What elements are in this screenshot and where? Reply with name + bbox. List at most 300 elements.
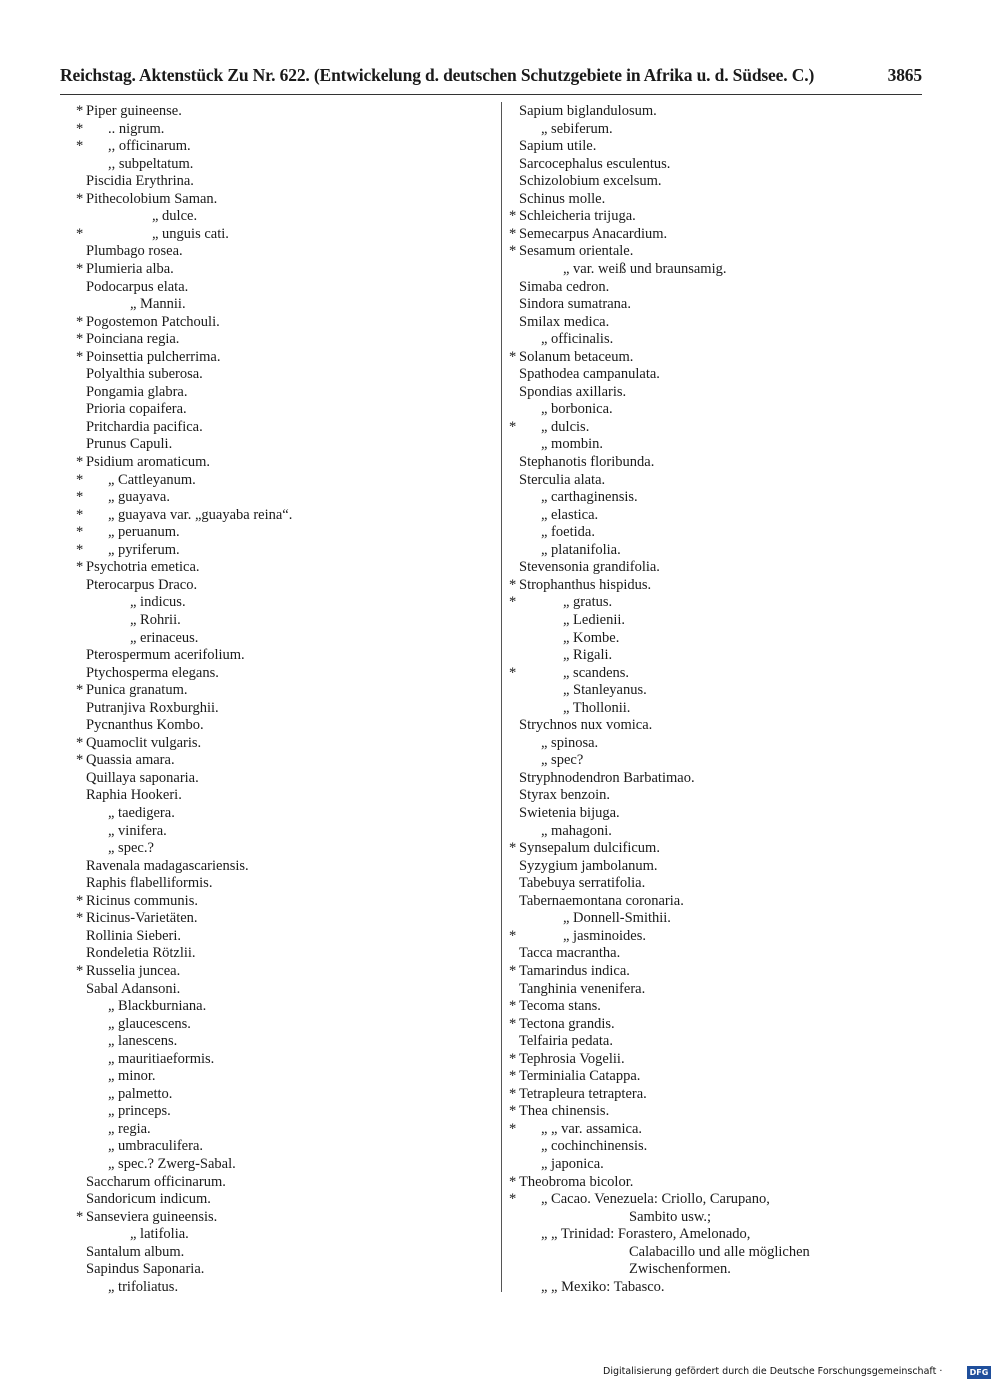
list-item [509, 927, 929, 945]
list-item [76, 348, 496, 366]
list-item [509, 664, 929, 682]
list-item [509, 400, 929, 418]
asterisk-marker: * [76, 734, 84, 751]
species-name: Quamoclit vulgaris. [86, 734, 202, 751]
list-item [509, 1225, 929, 1243]
list-item [76, 1050, 496, 1068]
species-name: ,, officinarum. [108, 138, 191, 155]
list-item [76, 295, 496, 313]
species-name: Stryphnodendron Barbatimao. [519, 769, 695, 786]
species-name: Telfairia pedata. [519, 1033, 613, 1050]
species-name: „ indicus. [130, 594, 186, 611]
list-item [76, 1102, 496, 1120]
list-item [509, 681, 929, 699]
species-name: „ trifoliatus. [108, 1278, 179, 1295]
list-item [76, 365, 496, 383]
list-item [76, 1173, 496, 1191]
species-name: „ lanescens. [108, 1033, 178, 1050]
list-item [76, 155, 496, 173]
species-name: „ unguis cati. [152, 225, 229, 242]
species-name: Plumieria alba. [86, 260, 174, 277]
list-item [76, 330, 496, 348]
species-name: Ricinus-Varietäten. [86, 910, 198, 927]
species-name: Pterocarpus Draco. [86, 576, 198, 593]
species-name: „ Mannii. [130, 296, 186, 313]
species-name: Synsepalum dulcificum. [519, 840, 660, 857]
list-item [76, 786, 496, 804]
list-item [509, 576, 929, 594]
species-name: Stevensonia grandifolia. [519, 559, 660, 576]
header-title: Reichstag. Aktenstück Zu Nr. 622. (Entwickelung d. deutschen Schutzgebiete in Afrika u. d. Südsee. C.) [60, 65, 815, 85]
list-item [76, 1067, 496, 1085]
list-item [509, 207, 929, 225]
list-item [76, 699, 496, 717]
list-item [76, 822, 496, 840]
species-name: Sabal Adansoni. [86, 980, 181, 997]
species-name: „ carthaginensis. [541, 489, 638, 506]
species-name: „ Rigali. [563, 647, 613, 664]
species-name: Raphis flabelliformis. [86, 875, 213, 892]
list-item [509, 909, 929, 927]
asterisk-marker: * [509, 243, 517, 260]
list-item [509, 1173, 929, 1191]
footer-text: Digitalisierung gefördert durch die Deutsche Forschungsgemeinschaft · [603, 1366, 943, 1377]
list-item [509, 593, 929, 611]
species-name: Sanseviera guineensis. [86, 1208, 218, 1225]
species-name: Strychnos nux vomica. [519, 717, 653, 734]
list-item [509, 857, 929, 875]
list-item [76, 593, 496, 611]
species-name: Ricinus communis. [86, 892, 198, 909]
species-name: „ gratus. [563, 594, 613, 611]
list-item [76, 260, 496, 278]
list-item [509, 137, 929, 155]
list-item [509, 944, 929, 962]
list-item [76, 751, 496, 769]
species-name: Pterospermum acerifolium. [86, 647, 245, 664]
species-name: „ guayava. [108, 489, 170, 506]
list-item [509, 874, 929, 892]
species-name: „ spec? [541, 752, 584, 769]
species-name: „ „ Trinidad: Forastero, Amelonado, [541, 1226, 751, 1243]
header-rule [60, 94, 922, 95]
list-item [76, 102, 496, 120]
species-name: Tectona grandis. [519, 1015, 615, 1032]
list-item [76, 225, 496, 243]
species-name: „ glaucescens. [108, 1015, 191, 1032]
list-item [76, 769, 496, 787]
species-name: Punica granatum. [86, 682, 188, 699]
species-name: Ravenala madagascariensis. [86, 857, 249, 874]
list-item [509, 488, 929, 506]
list-item [509, 786, 929, 804]
species-name: „ „ Mexiko: Tabasco. [541, 1278, 665, 1295]
species-name: Quillaya saponaria. [86, 769, 199, 786]
list-item [76, 1137, 496, 1155]
species-name: „ Stanleyanus. [563, 682, 647, 699]
list-item [509, 699, 929, 717]
species-name: „ peruanum. [108, 524, 180, 541]
list-item [76, 453, 496, 471]
species-name: Pritchardia pacifica. [86, 418, 203, 435]
species-name: Sarcocephalus esculentus. [519, 155, 671, 172]
list-item [509, 646, 929, 664]
species-name: Tacca macrantha. [519, 945, 621, 962]
list-item [509, 980, 929, 998]
species-name: Prunus Capuli. [86, 436, 173, 453]
asterisk-marker: * [76, 454, 84, 470]
list-item [76, 839, 496, 857]
list-item [509, 523, 929, 541]
list-item [76, 646, 496, 664]
list-item [76, 1208, 496, 1226]
list-item [509, 313, 929, 331]
species-name: „ vinifera. [108, 822, 167, 839]
list-item [76, 400, 496, 418]
asterisk-marker: * [76, 541, 84, 558]
species-name: Styrax benzoin. [519, 787, 611, 804]
asterisk-marker: * [76, 331, 84, 348]
list-item [76, 278, 496, 296]
species-name: Simaba cedron. [519, 278, 610, 295]
species-name: „ spinosa. [541, 734, 599, 751]
species-name: Piscidia Erythrina. [86, 173, 194, 190]
species-name: „ „ var. assamica. [541, 1120, 643, 1137]
list-item [76, 471, 496, 489]
species-name: Prioria copaifera. [86, 401, 187, 418]
list-item [509, 1032, 929, 1050]
asterisk-marker: * [76, 524, 84, 541]
asterisk-marker: * [509, 927, 517, 944]
species-name: Rondeletia Rötzlii. [86, 945, 196, 962]
species-name: „ scandens. [563, 664, 630, 681]
species-name: Thea chinensis. [519, 1103, 610, 1120]
list-item [509, 1190, 929, 1208]
list-item [76, 1085, 496, 1103]
species-name: „ dulcis. [541, 418, 590, 435]
list-item [76, 734, 496, 752]
species-name: „ mahagoni. [541, 822, 612, 839]
species-name: Schinus molle. [519, 190, 606, 207]
species-name: Tanghinia venenifera. [519, 980, 646, 997]
list-item [76, 190, 496, 208]
list-item [509, 558, 929, 576]
asterisk-marker: * [509, 1173, 517, 1190]
species-name: „ Rohrii. [130, 611, 181, 628]
list-item [76, 1155, 496, 1173]
list-item [509, 804, 929, 822]
list-item [509, 242, 929, 260]
species-name: Poinsettia pulcherrima. [86, 348, 221, 365]
species-name: Schleicheria trijuga. [519, 208, 636, 225]
list-item [509, 102, 929, 120]
species-name: Tabebuya serratifolia. [519, 875, 646, 892]
species-name: „ Ledienii. [563, 611, 626, 628]
species-name: „ erinaceus. [130, 629, 199, 646]
list-item [509, 1067, 929, 1085]
species-name: „ officinalis. [541, 331, 614, 348]
list-item [509, 155, 929, 173]
species-name: Pycnanthus Kombo. [86, 717, 204, 734]
species-name: Sandoricum indicum. [86, 1191, 211, 1208]
list-item [509, 348, 929, 366]
species-name: Zwischenformen. [629, 1261, 731, 1278]
species-name: „ princeps. [108, 1103, 171, 1120]
list-item [76, 1243, 496, 1261]
list-item [509, 611, 929, 629]
list-item [509, 418, 929, 436]
list-item [76, 664, 496, 682]
list-item [509, 1155, 929, 1173]
list-item [76, 716, 496, 734]
asterisk-marker: * [509, 225, 517, 242]
species-name: Tetrapleura tetraptera. [519, 1085, 647, 1102]
species-name: Poinciana regia. [86, 331, 180, 348]
species-name: „ minor. [108, 1068, 156, 1085]
asterisk-marker: * [76, 1208, 84, 1225]
asterisk-marker: * [76, 471, 84, 488]
species-name: „ umbraculifera. [108, 1138, 204, 1155]
species-name: Semecarpus Anacardium. [519, 225, 668, 242]
list-item [76, 980, 496, 998]
list-item [509, 997, 929, 1015]
right-column [509, 102, 929, 1302]
list-item [509, 278, 929, 296]
list-item [509, 1137, 929, 1155]
list-item [509, 260, 929, 278]
dfg-logo: DFG [967, 1366, 991, 1379]
species-name: „ dulce. [152, 208, 198, 225]
list-item [509, 716, 929, 734]
species-name: „ guayava var. „guayaba reina“. [108, 506, 293, 523]
list-item [76, 120, 496, 138]
asterisk-marker: * [509, 1085, 517, 1102]
species-name: Pongamia glabra. [86, 383, 188, 400]
list-item [509, 330, 929, 348]
species-name: Sapium utile. [519, 138, 597, 155]
species-name: Saccharum officinarum. [86, 1173, 226, 1190]
species-name: Tephrosia Vogelii. [519, 1050, 625, 1067]
species-name: „ elastica. [541, 506, 599, 523]
species-name: Terminialia Catappa. [519, 1068, 641, 1085]
asterisk-marker: * [76, 752, 84, 769]
asterisk-marker: * [76, 138, 84, 155]
list-item [509, 1278, 929, 1296]
list-item [509, 295, 929, 313]
species-name: „ Cattleyanum. [108, 471, 196, 488]
species-name: Syzygium jambolanum. [519, 857, 658, 874]
species-name: Sapindus Saponaria. [86, 1261, 205, 1278]
list-item [76, 681, 496, 699]
page-header [60, 62, 922, 90]
asterisk-marker: * [76, 313, 84, 330]
species-name: Tabernaemontana coronaria. [519, 892, 684, 909]
asterisk-marker: * [509, 348, 517, 365]
list-item [76, 892, 496, 910]
species-name: „ Donnell-Smithii. [563, 910, 671, 927]
list-item [76, 207, 496, 225]
species-name: Theobroma bicolor. [519, 1173, 634, 1190]
species-name: Spathodea campanulata. [519, 366, 660, 383]
asterisk-marker: * [509, 962, 517, 979]
list-item [76, 804, 496, 822]
list-item [509, 506, 929, 524]
asterisk-marker: * [509, 1015, 517, 1032]
list-item [76, 629, 496, 647]
species-name: Santalum album. [86, 1243, 185, 1260]
list-item [76, 1278, 496, 1296]
species-name: Putranjiva Roxburghii. [86, 699, 219, 716]
list-item [76, 435, 496, 453]
list-item [76, 997, 496, 1015]
list-item [76, 874, 496, 892]
asterisk-marker: * [76, 348, 84, 365]
species-name: Psychotria emetica. [86, 559, 200, 576]
asterisk-marker: * [76, 506, 84, 523]
species-name: Sterculia alata. [519, 471, 606, 488]
species-name: „ Cacao. Venezuela: Criollo, Carupano, [541, 1191, 770, 1208]
species-name: „ Blackburniana. [108, 998, 207, 1015]
list-item [509, 365, 929, 383]
species-name: Schizolobium excelsum. [519, 173, 662, 190]
list-item [509, 839, 929, 857]
asterisk-marker: * [509, 1103, 517, 1120]
asterisk-marker: * [509, 418, 517, 435]
species-name: „ spec.? [108, 840, 154, 857]
species-name: Swietenia bijuga. [519, 805, 620, 821]
list-item [509, 751, 929, 769]
species-name: „ foetida. [541, 524, 595, 541]
list-item [509, 1085, 929, 1103]
species-name: „ pyriferum. [108, 541, 180, 558]
list-item [509, 471, 929, 489]
list-item [509, 892, 929, 910]
species-name: Quassia amara. [86, 752, 175, 769]
list-item [509, 190, 929, 208]
list-item [76, 313, 496, 331]
list-item [76, 927, 496, 945]
list-item [509, 1015, 929, 1033]
asterisk-marker: * [76, 910, 84, 927]
list-item [76, 1260, 496, 1278]
species-name: „ borbonica. [541, 401, 613, 418]
asterisk-marker: * [76, 489, 84, 506]
asterisk-marker: * [509, 1191, 517, 1208]
list-item [509, 120, 929, 138]
column-divider [501, 102, 502, 1292]
asterisk-marker: * [76, 559, 84, 576]
species-name: Strophanthus hispidus. [519, 576, 652, 593]
species-name: Sindora sumatrana. [519, 296, 631, 313]
asterisk-marker: * [509, 840, 517, 857]
species-name: „ regia. [108, 1120, 151, 1137]
list-item [76, 242, 496, 260]
page-number: 3865 [887, 65, 922, 85]
list-item [76, 962, 496, 980]
list-item [76, 1190, 496, 1208]
asterisk-marker: * [76, 103, 84, 119]
asterisk-marker: * [509, 1050, 517, 1067]
list-item [509, 435, 929, 453]
list-item [509, 734, 929, 752]
list-item [76, 383, 496, 401]
asterisk-marker: * [509, 208, 517, 225]
list-item [509, 822, 929, 840]
species-name: Podocarpus elata. [86, 278, 189, 295]
list-item [509, 172, 929, 190]
species-name: Pogostemon Patchouli. [86, 313, 220, 330]
list-item [76, 558, 496, 576]
species-name: Psidium aromaticum. [86, 454, 211, 470]
list-item [509, 1208, 929, 1226]
list-item [509, 1260, 929, 1278]
asterisk-marker: * [76, 962, 84, 979]
list-item [76, 488, 496, 506]
asterisk-marker: * [76, 260, 84, 277]
list-item [76, 1120, 496, 1138]
list-item [509, 383, 929, 401]
species-name: Solanum betaceum. [519, 348, 634, 365]
list-item [76, 418, 496, 436]
species-name: „ japonica. [541, 1156, 604, 1172]
list-item [509, 541, 929, 559]
list-item [509, 962, 929, 980]
asterisk-marker: * [76, 682, 84, 699]
list-item [76, 137, 496, 155]
list-item [509, 1050, 929, 1068]
species-name: Stephanotis floribunda. [519, 454, 655, 470]
species-name: „ Thollonii. [563, 699, 631, 716]
list-item [76, 909, 496, 927]
species-name: „ spec.? Zwerg-Sabal. [108, 1156, 236, 1172]
list-item [76, 506, 496, 524]
species-name: Polyalthia suberosa. [86, 366, 203, 383]
asterisk-marker: * [509, 1120, 517, 1137]
species-name: „ latifolia. [130, 1226, 189, 1243]
species-name: Russelia juncea. [86, 962, 181, 979]
species-name: „ sebiferum. [541, 120, 613, 137]
list-item [509, 1120, 929, 1138]
list-item [509, 629, 929, 647]
list-item [76, 1015, 496, 1033]
asterisk-marker: * [76, 120, 84, 137]
species-name: „ taedigera. [108, 805, 175, 821]
list-item [509, 1102, 929, 1120]
species-name: Sesamum orientale. [519, 243, 634, 260]
species-name: „ platanifolia. [541, 541, 621, 558]
asterisk-marker: * [509, 664, 517, 681]
species-name: Ptychosperma elegans. [86, 664, 219, 681]
species-name: Piper guineense. [86, 103, 182, 119]
species-name: .. nigrum. [108, 120, 165, 137]
species-name: Sapium biglandulosum. [519, 103, 657, 119]
asterisk-marker: * [509, 576, 517, 593]
list-item [76, 523, 496, 541]
species-name: „ palmetto. [108, 1085, 173, 1102]
species-name: Pithecolobium Saman. [86, 190, 218, 207]
species-name: Spondias axillaris. [519, 383, 627, 400]
list-item [509, 769, 929, 787]
species-name: „ cochinchinensis. [541, 1138, 648, 1155]
species-name: „ Kombe. [563, 629, 620, 646]
species-name: Smilax medica. [519, 313, 610, 330]
list-item [76, 611, 496, 629]
list-item [76, 172, 496, 190]
species-name: Tamarindus indica. [519, 962, 630, 979]
species-name: Raphia Hookeri. [86, 787, 182, 804]
left-column [76, 102, 496, 1302]
list-item [509, 1243, 929, 1261]
